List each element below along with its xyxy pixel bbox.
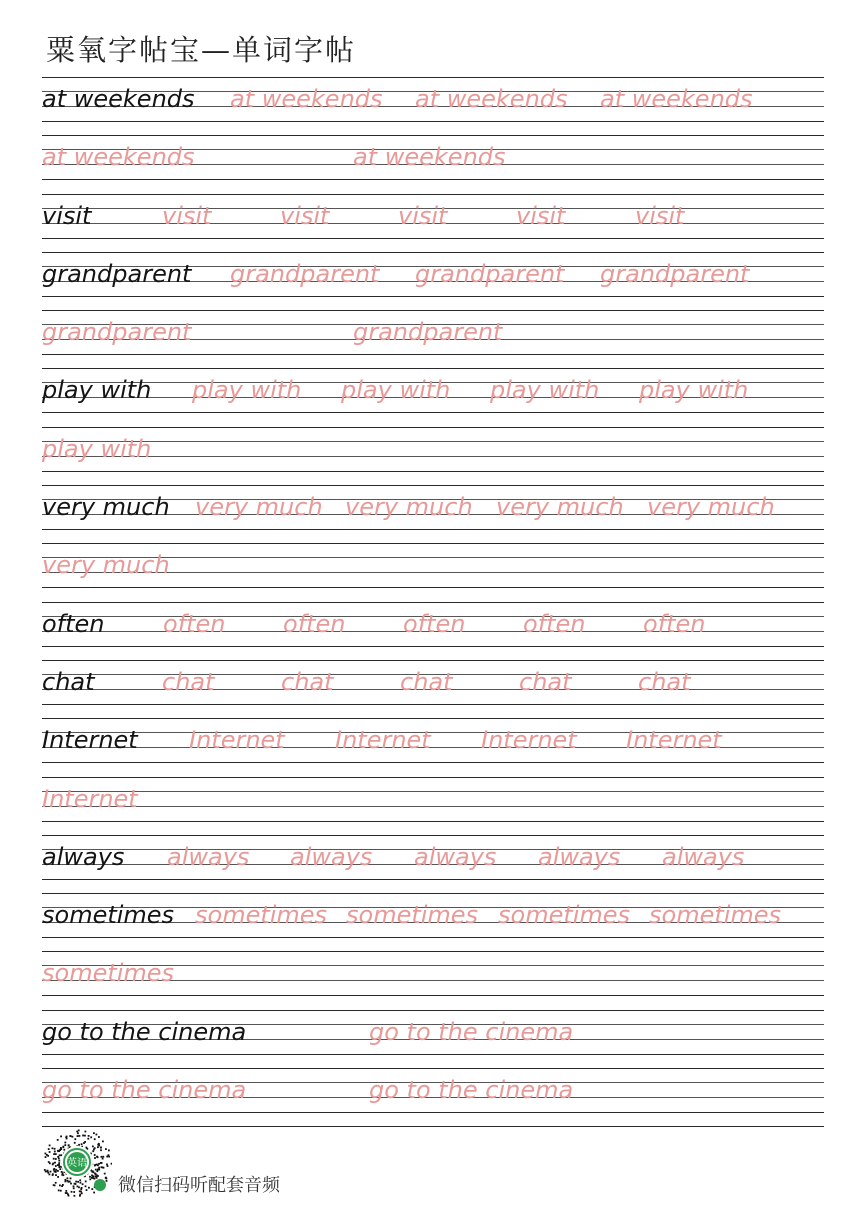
ruled-line — [42, 995, 824, 996]
trace-word: chat — [638, 667, 691, 696]
ruled-line — [42, 529, 824, 530]
ruled-line — [42, 135, 824, 136]
trace-word: always — [662, 842, 745, 871]
ruled-line — [42, 368, 824, 369]
trace-word: chat — [281, 667, 334, 696]
practice-row — [42, 368, 824, 426]
ruled-line — [42, 471, 824, 472]
trace-word: very much — [647, 493, 775, 522]
ruled-line — [42, 296, 824, 297]
ruled-line — [42, 412, 824, 413]
ruled-line — [42, 179, 824, 180]
trace-word: often — [643, 609, 706, 638]
ruled-line — [42, 893, 824, 894]
trace-word: Internet — [189, 726, 285, 755]
practice-row — [42, 485, 824, 543]
ruled-line — [42, 354, 824, 355]
practice-row — [42, 777, 824, 835]
ruled-line — [42, 1112, 824, 1113]
ruled-line — [42, 77, 824, 78]
trace-word: visit — [398, 201, 448, 230]
practice-row — [42, 893, 824, 951]
ruled-line — [42, 1068, 824, 1069]
practice-row — [42, 427, 824, 485]
trace-word: chat — [519, 667, 572, 696]
ruled-line — [42, 456, 824, 457]
practice-row — [42, 660, 824, 718]
practice-row — [42, 310, 824, 368]
trace-word: grandparent — [42, 318, 192, 347]
practice-sheet — [42, 77, 824, 1126]
audio-caption: 微信扫码听配套音频 — [118, 1175, 280, 1196]
ruled-line — [42, 718, 824, 719]
trace-word: sometimes — [42, 959, 175, 988]
model-word: often — [42, 609, 105, 638]
trace-word: at weekends — [353, 143, 506, 172]
trace-word: play with — [341, 376, 451, 405]
practice-row — [42, 135, 824, 193]
trace-word: visit — [162, 201, 212, 230]
trace-word: play with — [42, 434, 152, 463]
ruled-line — [42, 485, 824, 486]
ruled-line — [42, 951, 824, 952]
ruled-line — [42, 660, 824, 661]
model-word: at weekends — [42, 85, 195, 113]
trace-word: grandparent — [353, 318, 503, 347]
ruled-line — [42, 427, 824, 428]
trace-word: sometimes — [195, 901, 328, 930]
trace-word: very much — [195, 493, 323, 522]
trace-word: sometimes — [498, 901, 631, 930]
trace-word: always — [538, 842, 621, 871]
ruled-line — [42, 602, 824, 603]
practice-row — [42, 77, 824, 135]
ruled-line — [42, 310, 824, 311]
ruled-line — [42, 806, 824, 807]
trace-word: at weekends — [230, 85, 383, 113]
ruled-line — [42, 587, 824, 588]
model-word: always — [42, 842, 125, 871]
trace-word: always — [167, 842, 250, 871]
ruled-line — [42, 252, 824, 253]
trace-word: at weekends — [600, 85, 753, 113]
ruled-line — [42, 194, 824, 195]
model-word: Internet — [42, 726, 138, 755]
trace-word: play with — [490, 376, 600, 405]
footer — [42, 1127, 342, 1197]
ruled-line — [42, 879, 824, 880]
ruled-line — [42, 835, 824, 836]
practice-row — [42, 718, 824, 776]
trace-word: visit — [280, 201, 330, 230]
trace-word: grandparent — [600, 259, 750, 288]
trace-word: go to the cinema — [369, 1076, 574, 1105]
trace-word: chat — [400, 667, 453, 696]
practice-row — [42, 1068, 824, 1126]
trace-word: chat — [162, 667, 215, 696]
practice-row — [42, 252, 824, 310]
model-word: very much — [42, 493, 170, 522]
page-title: 粟氧字帖宝—单词字帖 — [46, 33, 357, 67]
trace-word: visit — [635, 201, 685, 230]
practice-row — [42, 194, 824, 252]
ruled-line — [42, 1010, 824, 1011]
trace-word: go to the cinema — [42, 1076, 247, 1105]
ruled-line — [42, 121, 824, 122]
trace-word: grandparent — [415, 259, 565, 288]
trace-word: Internet — [42, 784, 138, 813]
trace-word: often — [523, 609, 586, 638]
practice-row — [42, 951, 824, 1009]
trace-word: at weekends — [42, 143, 195, 172]
ruled-line — [42, 238, 824, 239]
trace-word: often — [283, 609, 346, 638]
trace-word: very much — [42, 551, 170, 580]
ruled-line — [42, 937, 824, 938]
ruled-line — [42, 821, 824, 822]
trace-word: Internet — [335, 726, 431, 755]
ruled-line — [42, 791, 824, 792]
model-word: visit — [42, 201, 92, 230]
trace-word: go to the cinema — [369, 1017, 574, 1046]
model-word: sometimes — [42, 901, 175, 930]
trace-word: Internet — [626, 726, 722, 755]
model-word: chat — [42, 667, 95, 696]
trace-word: sometimes — [346, 901, 479, 930]
trace-word: always — [290, 842, 373, 871]
ruled-line — [42, 543, 824, 544]
trace-word: visit — [516, 201, 566, 230]
practice-row — [42, 1010, 824, 1068]
trace-word: often — [163, 609, 226, 638]
trace-word: very much — [345, 493, 473, 522]
qr-code-icon — [42, 1127, 112, 1197]
trace-word: sometimes — [649, 901, 782, 930]
ruled-line — [42, 704, 824, 705]
model-word: play with — [42, 376, 152, 405]
ruled-line — [42, 646, 824, 647]
model-word: go to the cinema — [42, 1017, 247, 1046]
trace-word: often — [403, 609, 466, 638]
trace-word: play with — [192, 376, 302, 405]
practice-row — [42, 602, 824, 660]
trace-word: at weekends — [415, 85, 568, 113]
ruled-line — [42, 762, 824, 763]
trace-word: grandparent — [230, 259, 380, 288]
trace-word: Internet — [481, 726, 577, 755]
ruled-line — [42, 1054, 824, 1055]
model-word: grandparent — [42, 259, 192, 288]
practice-row — [42, 543, 824, 601]
practice-row — [42, 835, 824, 893]
trace-word: very much — [496, 493, 624, 522]
ruled-line — [42, 777, 824, 778]
trace-word: play with — [639, 376, 749, 405]
qr-badge-text: 英语 — [67, 1158, 87, 1169]
trace-word: always — [414, 842, 497, 871]
ruled-line — [42, 441, 824, 442]
